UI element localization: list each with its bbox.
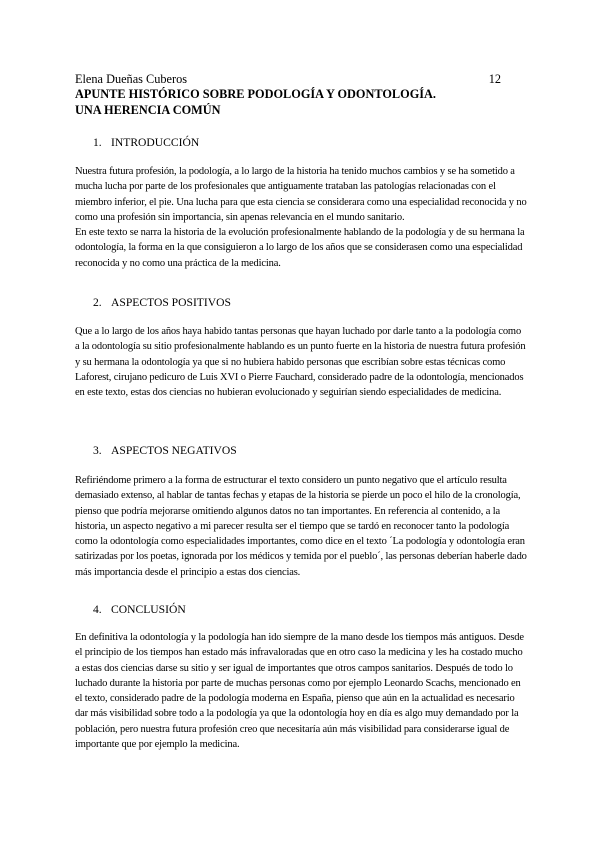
author-name: Elena Dueñas Cuberos xyxy=(75,72,188,86)
paragraph: En este texto se narra la historia de la evolución profesionalmente hablando de la podología y de su hermana la odontología, la forma en la que consiguieron a lo largo de los años que se considerasen como una especialidad reconocida y no como una práctica de la medicina. xyxy=(75,227,525,269)
section-heading xyxy=(93,136,527,150)
section-title: ASPECTOS NEGATIVOS xyxy=(111,444,237,457)
section-number: 3. xyxy=(93,444,102,457)
section-conclusion xyxy=(75,603,527,752)
paragraph: En definitiva la odontología y la podología han ido siempre de la mano desde los tiempos más antiguos. Desde el principio de los tiempos han estado más infravaloradas que en otro caso la medicina y les ha costado mucho a estas dos ciencias darse su sitio y ser igual de importantes que otros campos sanitarios. Después de todo lo luchado durante la historia por parte de muchas personas como por ejemplo Leonardo Scachs, mencionado en el texto, considerado padre de la podología moderna en España, pienso que aún en la actualidad es necesario dar más visibilidad sobre todo a la podología ya que la odontología hoy en día es algo muy demandado por la población, pero nuestra futura profesión creo que necesitaría aún más visibilidad para considerarse igual de importante que por ejemplo la medicina. xyxy=(75,632,524,751)
section-title: ASPECTOS POSITIVOS xyxy=(111,296,231,309)
document-title xyxy=(75,86,525,118)
paragraph: Que a lo largo de los años haya habido tantas personas que hayan luchado por darle tanto a la podología como a la odontología su sitio profesionalmente hablando es un punto fuerte en la historia de nuestra futura profesión y su hermana la odontología ya que si no hubiera habido personas que escribían sobre estas técnicas como Laforest, cirujano pedicuro de Luis XVI o Pierre Fauchard, considerado padre de la odontología, mencionados en este texto, estas dos ciencias no hubieran evolucionado y seguirían siendo especialidades de medicina. xyxy=(75,326,526,399)
section-heading xyxy=(93,444,527,458)
paragraph: Refiriéndome primero a la forma de estructurar el texto considero un punto negativo que el artículo resulta demasiado extenso, al hablar de tantas fechas y etapas de la historia se pierde un poco el hilo de la cronología, pienso que podría mejorarse omitiendo algunos datos no tan importantes. En referencia al contenido, a la historia, un aspecto negativo a mi parecer resulta ser el tiempo que se tardó en reconocer tanto la podología como la odontología como especialidades importantes, como dice en el texto ´La podología y odontología eran satirizadas por los poetas, ignorada por los médicos y temida por el pueblo´, las personas deberían haberle dado más importancia desde el principio a estas dos ciencias. xyxy=(75,475,527,578)
title-line-2: UNA HERENCIA COMÚN xyxy=(75,103,221,117)
section-number: 1. xyxy=(93,136,102,149)
section-heading xyxy=(93,603,527,617)
section-number: 2. xyxy=(93,296,102,309)
section-title: CONCLUSIÓN xyxy=(111,603,186,616)
paragraph: Nuestra futura profesión, la podología, a lo largo de la historia ha tenido muchos cambios y se ha sometido a mucha lucha por parte de los profesionales que antiguamente trataban las patologías relacionadas con el miembro inferior, el pie. Una lucha para que esta ciencia se considerara como una especialidad reconocida y no como una profesión sin importancia, sin apenas relevancia en el mundo sanitario. xyxy=(75,166,527,223)
section-title: INTRODUCCIÓN xyxy=(111,136,200,149)
section-number: 4. xyxy=(93,603,102,616)
page-number: 12 xyxy=(488,72,501,86)
section-heading xyxy=(93,296,527,310)
page-header xyxy=(75,72,501,86)
section-aspectos-negativos xyxy=(75,444,527,580)
title-line-1: APUNTE HISTÓRICO SOBRE PODOLOGÍA Y ODONTOLOGÍA. xyxy=(75,87,436,101)
section-introduccion xyxy=(75,136,527,271)
section-aspectos-positivos xyxy=(75,296,527,400)
